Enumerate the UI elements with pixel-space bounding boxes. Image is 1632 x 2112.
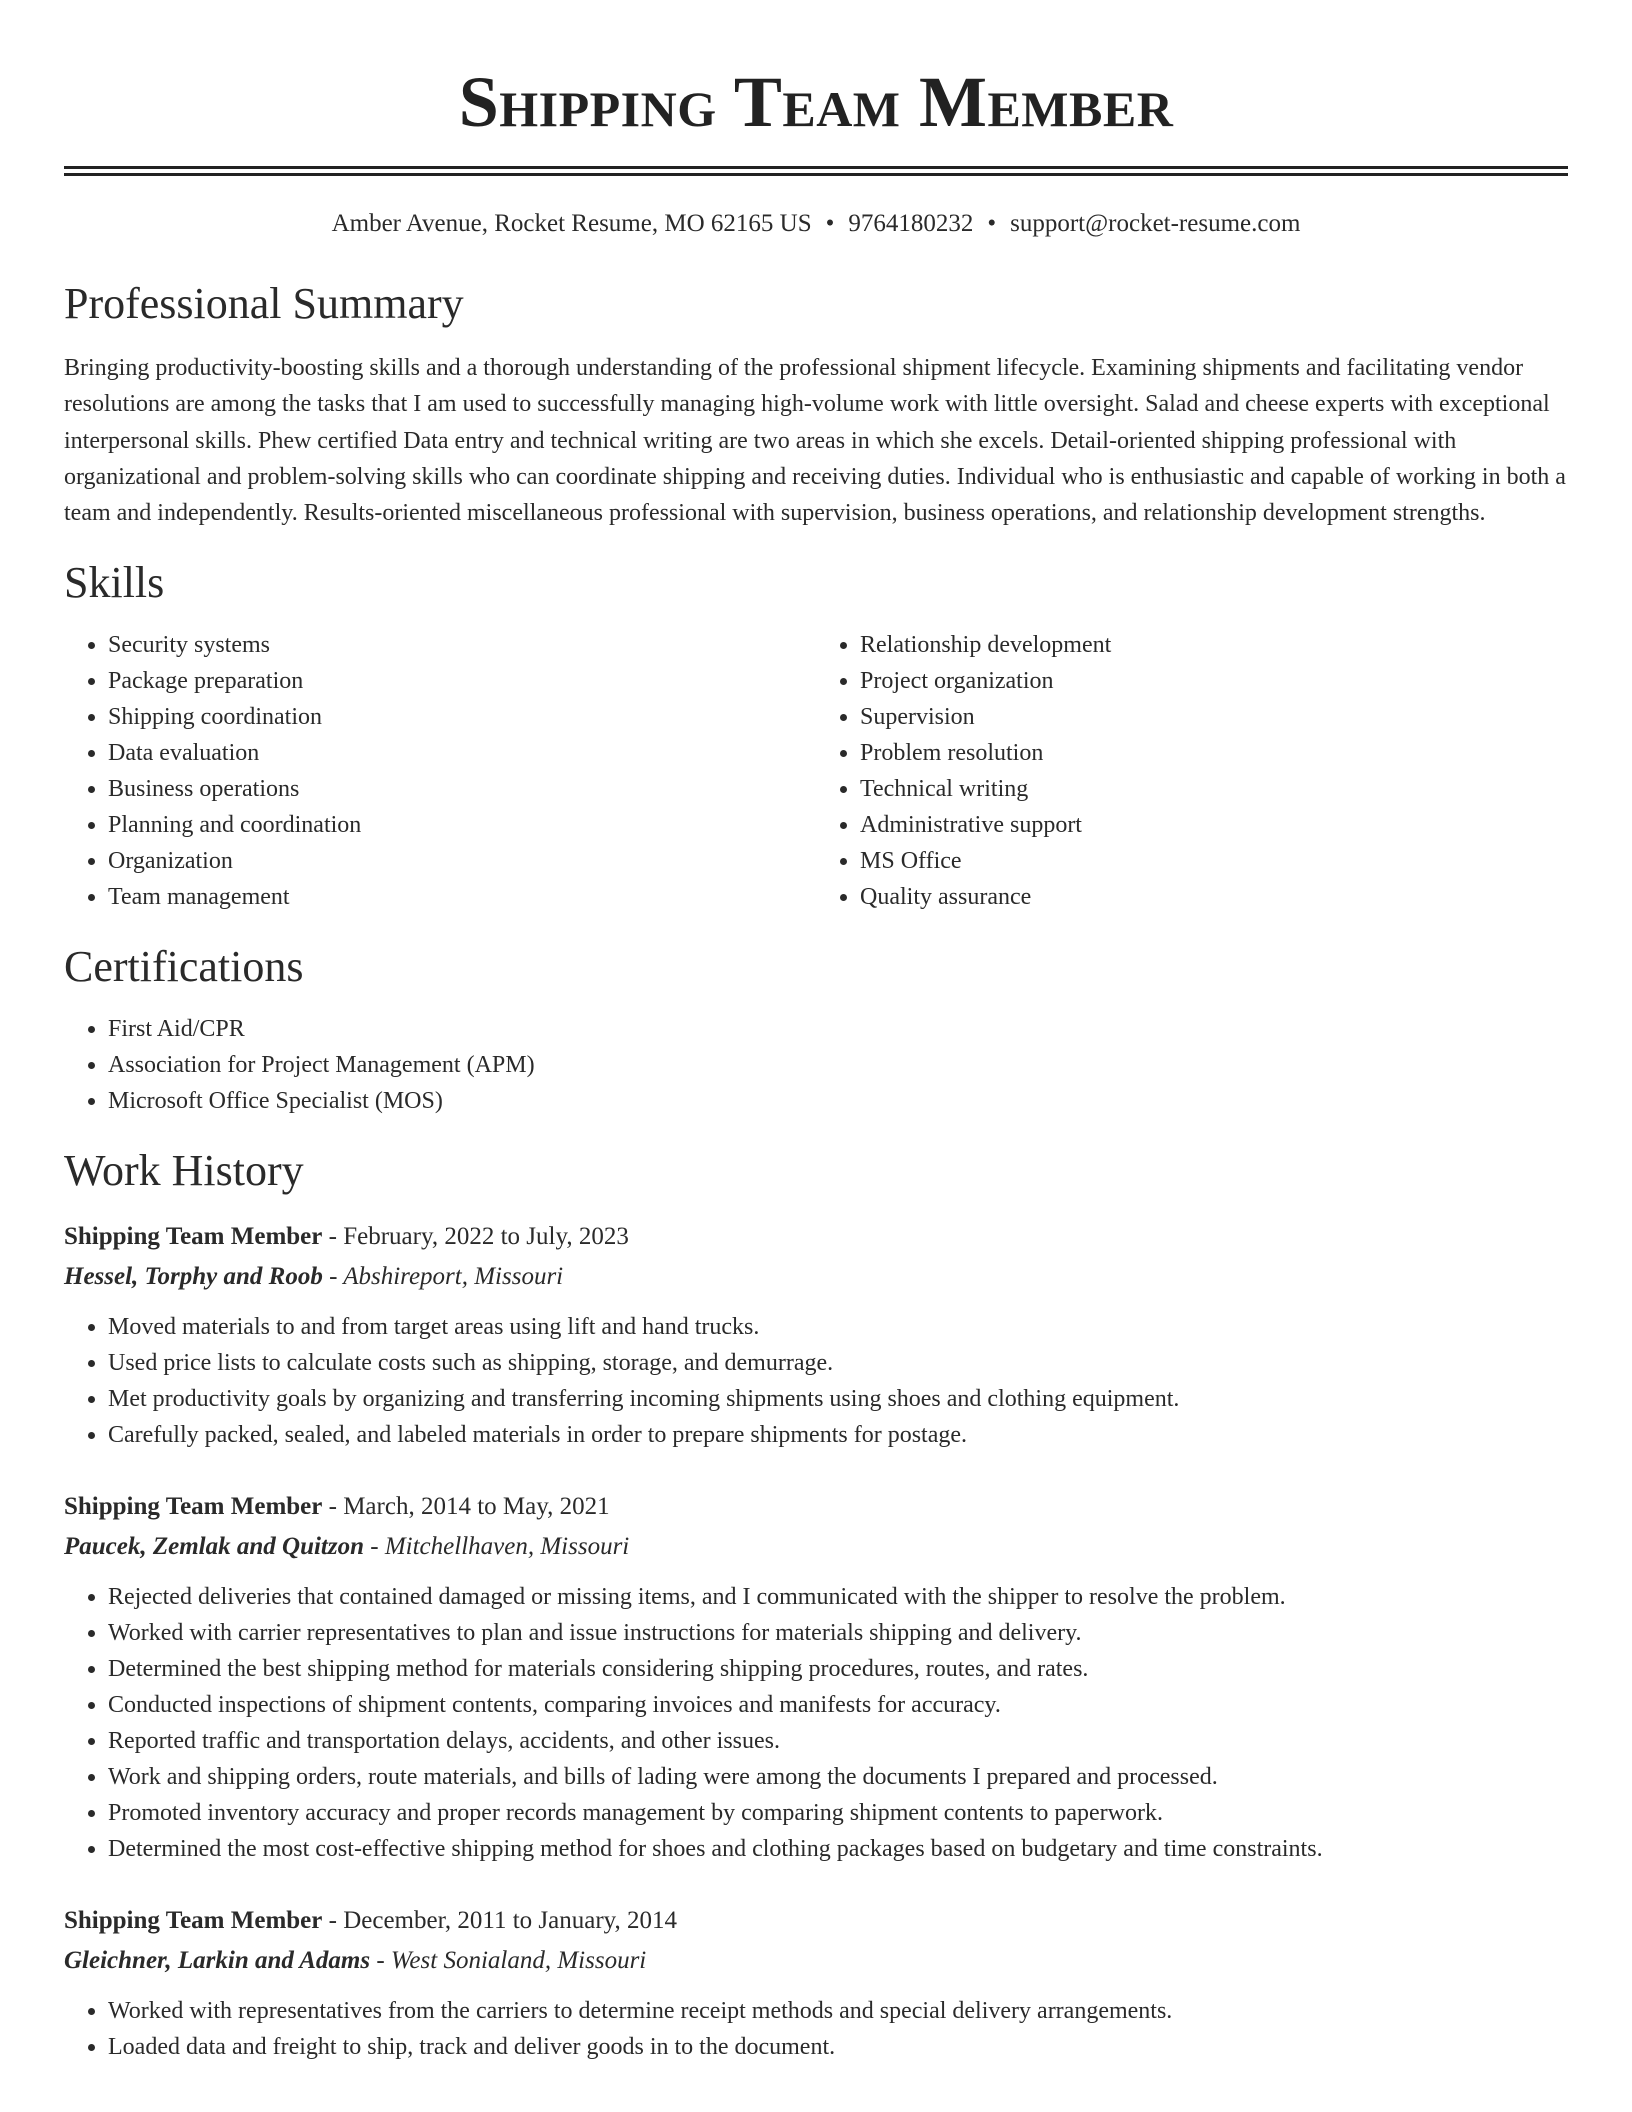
work-history-section [64,1145,1568,2065]
job-bullet: • Loaded data and freight to ship, track and deliver goods in to the document. [108,2029,1568,2065]
job-entry [64,1219,1568,1453]
job-title: Shipping Team Member [64,1223,323,1251]
skill-item: • Supervision [860,699,1568,735]
job-dash: - [322,1263,344,1291]
resume-name: Shipping Team Member [458,62,1174,142]
skill-item: • Organization [108,843,816,879]
job-dash: - [322,1907,344,1935]
skills-section [64,557,1568,915]
contact-email: support@rocket-resume.com [1010,210,1301,237]
resume-page [64,0,1568,2065]
certifications-section [64,941,1568,1119]
job-bullet: • Worked with carrier representatives to plan and issue instructions for materials shipping and delivery. [108,1615,1568,1651]
certification-item: • First Aid/CPR [108,1011,1568,1047]
skill-item: • Planning and coordination [108,807,816,843]
skills-list-right [816,627,1568,915]
job-title: Shipping Team Member [64,1493,323,1521]
skill-item: • Relationship development [860,627,1568,663]
skill-item: • Shipping coordination [108,699,816,735]
job-dates: March, 2014 to May, 2021 [343,1493,610,1521]
section-heading-certifications: Certifications [64,942,304,992]
skill-item: • Data evaluation [108,735,816,771]
job-bullet: • Carefully packed, sealed, and labeled materials in order to prepare shipments for postage. [108,1417,1568,1453]
job-bullet: • Conducted inspections of shipment contents, comparing invoices and manifests for accuracy. [108,1687,1568,1723]
job-company-line [64,1529,1568,1565]
job-bullet: • Moved materials to and from target areas using lift and hand trucks. [108,1309,1568,1345]
job-bullet: • Determined the best shipping method for materials considering shipping procedures, routes, and rates. [108,1651,1568,1687]
job-bullet: • Work and shipping orders, route materials, and bills of lading were among the documents I prepared and processed. [108,1759,1568,1795]
certifications-list [64,1011,1568,1119]
job-company: Hessel, Torphy and Roob [64,1263,323,1291]
job-dash: - [370,1947,391,1975]
skill-item: • Project organization [860,663,1568,699]
summary-section [64,278,1568,531]
contact-separator: • [825,210,835,237]
contact-separator: • [987,210,997,237]
certification-item: • Microsoft Office Specialist (MOS) [108,1083,1568,1119]
job-location: Abshireport, Missouri [343,1263,564,1291]
job-bullet: • Promoted inventory accuracy and proper records management by comparing shipment contents to paperwork. [108,1795,1568,1831]
job-entry [64,1903,1568,2065]
skill-item: • Team management [108,879,816,915]
job-title-line [64,1489,1568,1525]
job-bullets [64,1993,1568,2065]
skill-item: • Package preparation [108,663,816,699]
certification-item: • Association for Project Management (APM) [108,1047,1568,1083]
skill-item: • Technical writing [860,771,1568,807]
skills-columns [64,627,1568,915]
skill-item: • Business operations [108,771,816,807]
summary-text: Bringing productivity-boosting skills and a thorough understanding of the professional shipment lifecycle. Examining shipments and facilitating vendor resolutions are among the tasks that I am used to successfully managing high-volume work with little oversight. Salad and cheese experts with exceptional interpersonal skills. Phew certified Data entry and technical writing are two areas in which she excels. Detail-oriented shipping professional with organizational and problem-solving skills who can coordinate shipping and receiving duties. Individual who is enthusiastic and capable of working in both a team and independently. Results-oriented miscellaneous professional with supervision, business operations, and relationship development strengths. [64,355,1566,527]
job-company: Paucek, Zemlak and Quitzon [64,1533,365,1561]
job-company-line [64,1259,1568,1295]
job-bullets [64,1309,1568,1453]
job-title-line [64,1903,1568,1939]
skill-item: • Security systems [108,627,816,663]
job-location: West Sonialand, Missouri [390,1947,647,1975]
skills-list-left [64,627,816,915]
contact-phone: 9764180232 [848,210,974,237]
section-heading-summary: Professional Summary [64,279,464,328]
section-heading-work-history: Work History [64,1146,304,1196]
section-heading-skills: Skills [64,558,165,608]
header-double-rule [64,166,1568,176]
job-dates: February, 2022 to July, 2023 [343,1223,629,1251]
job-bullet: • Determined the most cost-effective shipping method for shoes and clothing packages based on budgetary and time constraints. [108,1831,1568,1867]
job-bullet: • Rejected deliveries that contained damaged or missing items, and I communicated with the shipper to resolve the problem. [108,1579,1568,1615]
job-location: Mitchellhaven, Missouri [384,1533,630,1561]
skill-item: • Administrative support [860,807,1568,843]
job-bullet: • Used price lists to calculate costs such as shipping, storage, and demurrage. [108,1345,1568,1381]
job-dash: - [364,1533,385,1561]
job-bullets [64,1579,1568,1867]
job-entry [64,1489,1568,1867]
job-dash: - [322,1223,344,1251]
job-bullet: • Reported traffic and transportation delays, accidents, and other issues. [108,1723,1568,1759]
contact-line [64,208,1568,240]
job-dash: - [322,1493,344,1521]
skill-item: • Quality assurance [860,879,1568,915]
job-company: Gleichner, Larkin and Adams [64,1947,371,1975]
job-company-line [64,1943,1568,1979]
skill-item: • Problem resolution [860,735,1568,771]
job-title: Shipping Team Member [64,1907,323,1935]
job-bullet: • Met productivity goals by organizing and transferring incoming shipments using shoes and clothing equipment. [108,1381,1568,1417]
job-bullet: • Worked with representatives from the carriers to determine receipt methods and special delivery arrangements. [108,1993,1568,2029]
skill-item: • MS Office [860,843,1568,879]
job-title-line [64,1219,1568,1255]
contact-address: Amber Avenue, Rocket Resume, MO 62165 US [331,210,812,237]
job-dates: December, 2011 to January, 2014 [343,1907,678,1935]
